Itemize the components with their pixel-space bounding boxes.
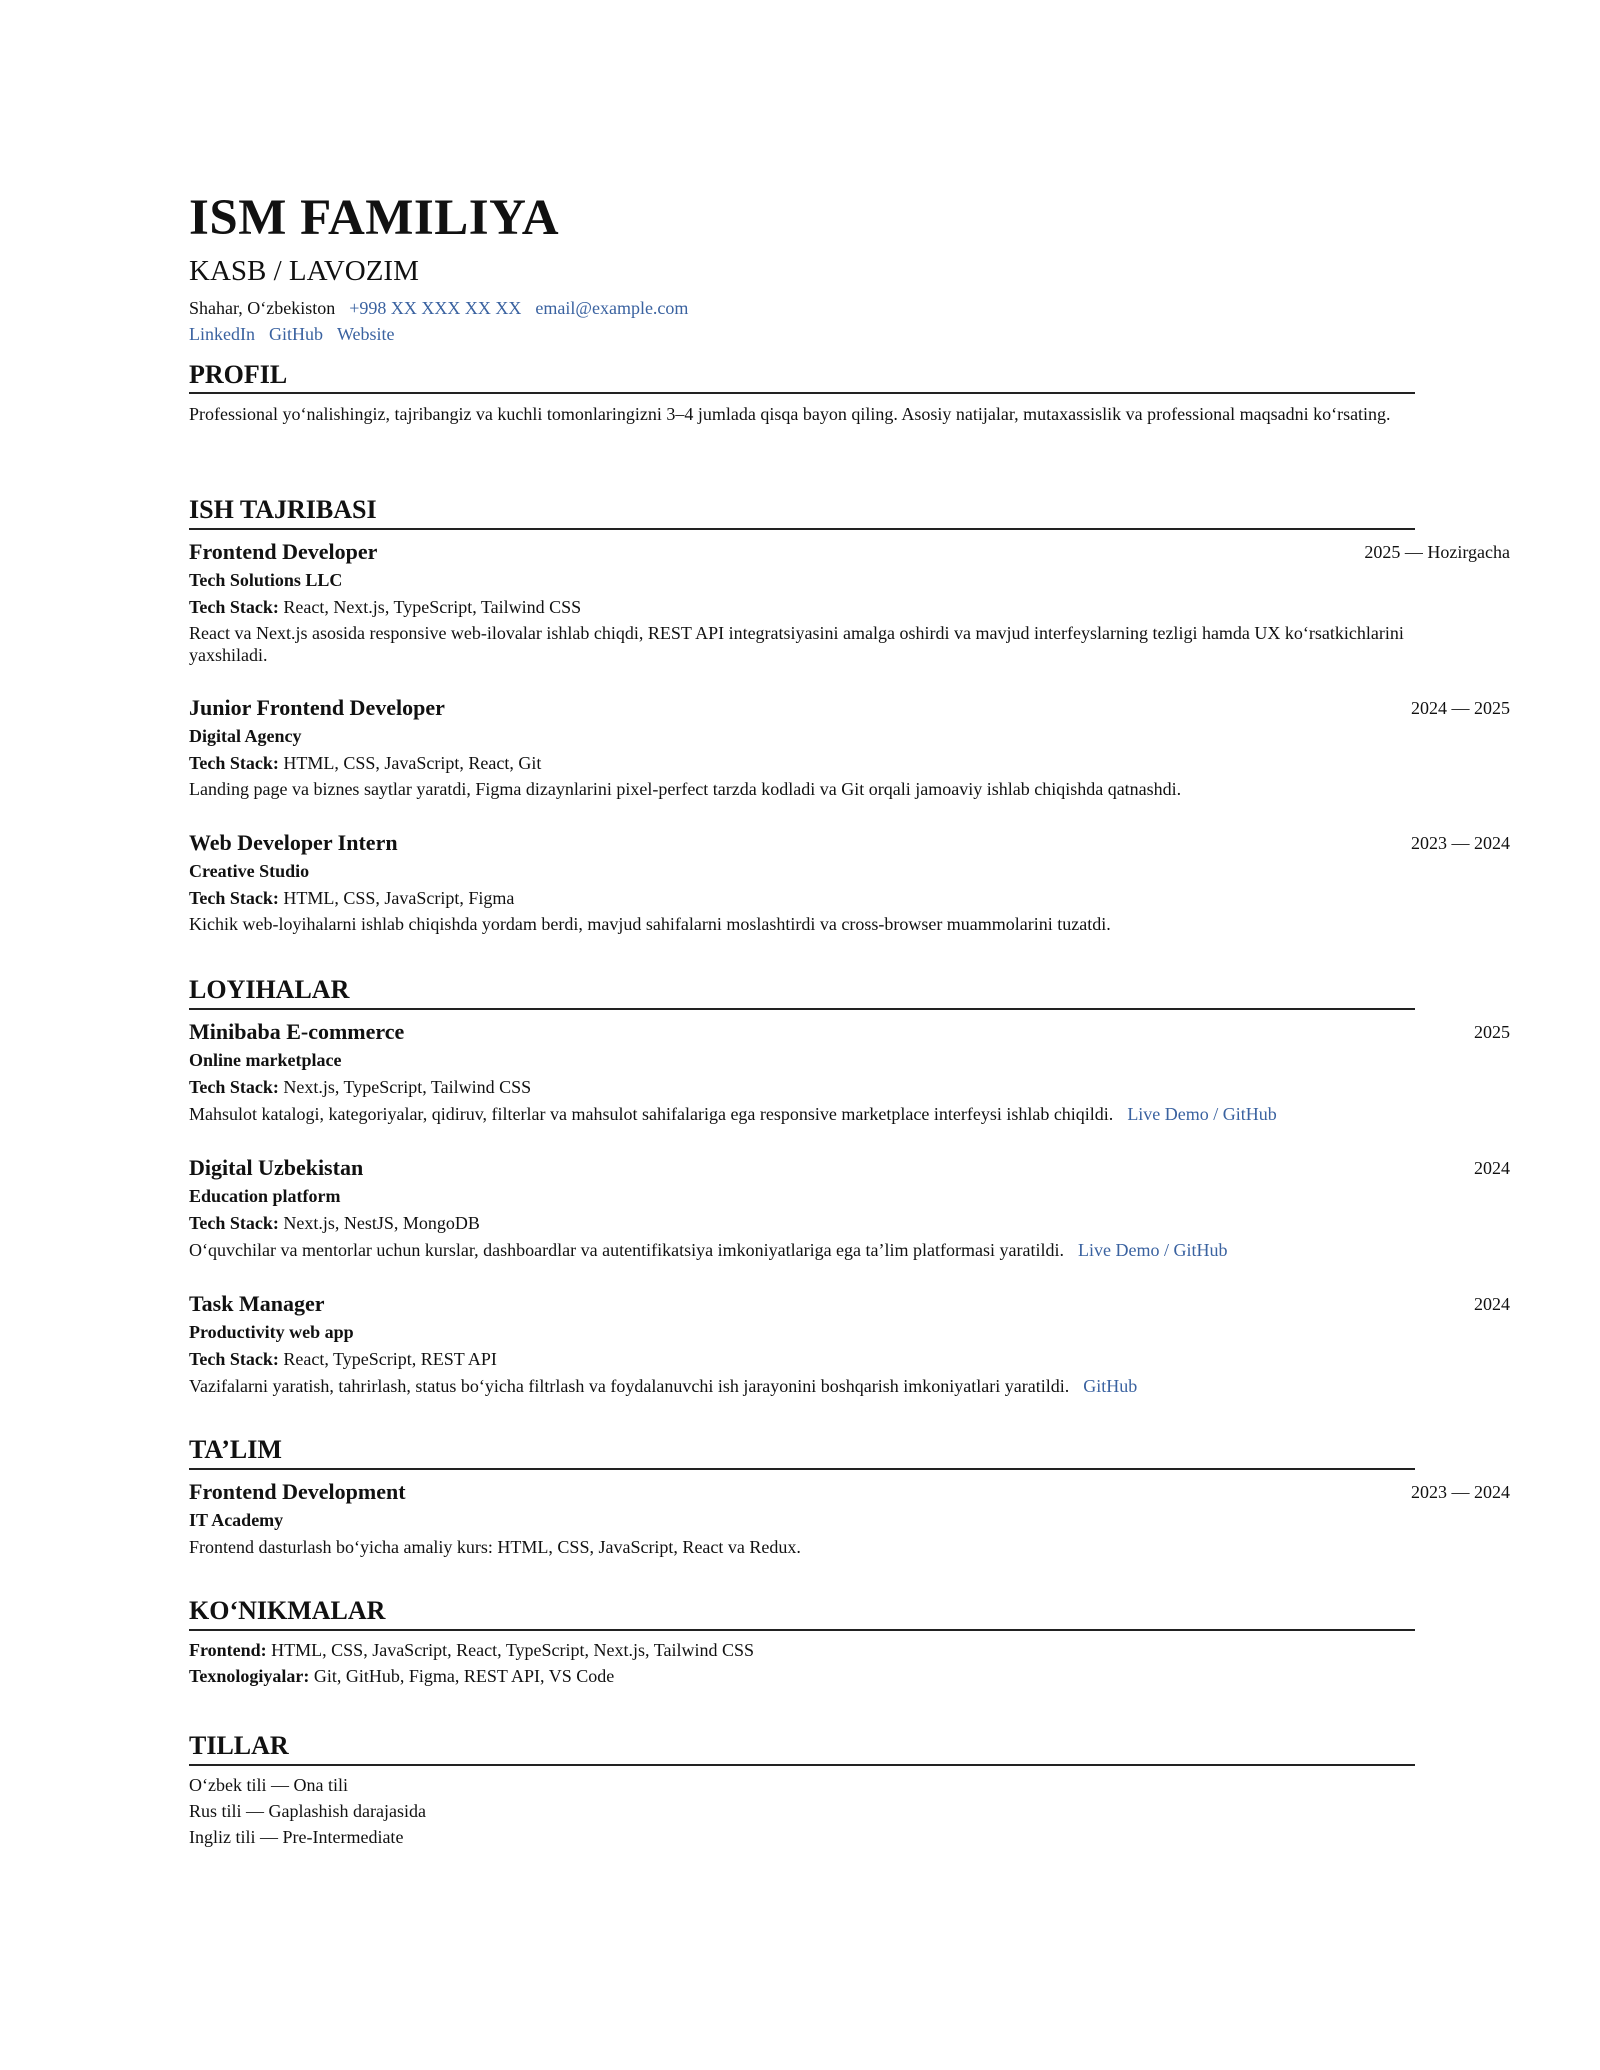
language-item: Ingliz tili — Pre-Intermediate — [189, 1827, 404, 1847]
project-description: O‘quvchilar va mentorlar uchun kurslar, dashboardlar va autentifikatsiya imkoniyatlariga ega ta’lim platformasi yaratildi. — [189, 1240, 1064, 1260]
tech-stack-line — [189, 595, 581, 619]
website-link[interactable]: Website — [336, 324, 395, 344]
project-date: 2024 — [1474, 1158, 1510, 1178]
skills-value: HTML, CSS, JavaScript, React, TypeScript, Next.js, Tailwind CSS — [271, 1640, 754, 1660]
tech-stack-value: Next.js, NestJS, MongoDB — [283, 1213, 480, 1233]
skills-value: Git, GitHub, Figma, REST API, VS Code — [313, 1666, 615, 1686]
project-description-line — [189, 1238, 1227, 1262]
section-divider — [189, 1468, 1415, 1470]
experience-title: Web Developer Intern — [189, 830, 398, 855]
tech-stack-line — [189, 886, 514, 910]
project-link[interactable]: GitHub — [1083, 1376, 1138, 1396]
project-description-line — [189, 1102, 1277, 1126]
experience-date: 2024 — 2025 — [1411, 698, 1510, 718]
section-divider — [189, 1764, 1415, 1766]
skills-row — [189, 1664, 614, 1688]
education-date: 2023 — 2024 — [1411, 1482, 1510, 1502]
experience-date: 2023 — 2024 — [1411, 833, 1510, 853]
tech-stack-label: Tech Stack: — [189, 1213, 279, 1233]
email-link[interactable]: email@example.com — [535, 298, 689, 318]
project-link[interactable]: Live Demo / GitHub — [1127, 1104, 1277, 1124]
experience-description: Kichik web-loyihalarni ishlab chiqishda yordam berdi, mavjud sahifalarni moslashtirdi va cross-browser muammolarini tuzatdi. — [189, 914, 1111, 934]
experience-title: Frontend Developer — [189, 539, 378, 564]
experience-date: 2025 — Hozirgacha — [1364, 542, 1510, 562]
project-date: 2024 — [1474, 1294, 1510, 1314]
section-heading-profile: PROFIL — [189, 360, 288, 389]
tech-stack-value: React, Next.js, TypeScript, Tailwind CSS — [283, 597, 582, 617]
education-description: Frontend dasturlash bo‘yicha amaliy kurs: HTML, CSS, JavaScript, React va Redux. — [189, 1537, 801, 1557]
project-title: Minibaba E-commerce — [189, 1019, 405, 1044]
tech-stack-label: Tech Stack: — [189, 1077, 279, 1097]
contact-line — [189, 296, 688, 320]
experience-company: Tech Solutions LLC — [189, 570, 343, 590]
project-link[interactable]: Live Demo / GitHub — [1077, 1240, 1228, 1260]
section-heading-education: TA’LIM — [189, 1435, 282, 1464]
phone-link[interactable]: +998 XX XXX XX XX — [349, 298, 522, 318]
tech-stack-value: HTML, CSS, JavaScript, Figma — [283, 888, 515, 908]
education-title: Frontend Development — [189, 1479, 406, 1504]
tech-stack-value: HTML, CSS, JavaScript, React, Git — [283, 753, 542, 773]
tech-stack-label: Tech Stack: — [189, 753, 279, 773]
skills-label: Texnologiyalar: — [189, 1666, 310, 1686]
experience-company: Digital Agency — [189, 726, 302, 746]
education-school: IT Academy — [189, 1510, 284, 1530]
project-subtitle: Online marketplace — [189, 1050, 342, 1070]
language-item: Rus tili — Gaplashish darajasida — [189, 1801, 426, 1821]
profile-summary: Professional yo‘nalishingiz, tajribangiz va kuchli tomonlaringizni 3–4 jumlada qisqa bayon qiling. Asosiy natijalar, mutaxassislik va professional maqsadni ko‘rsating. — [189, 404, 1391, 424]
section-divider — [189, 528, 1415, 530]
section-divider — [189, 392, 1415, 394]
github-link[interactable]: GitHub — [268, 324, 323, 344]
project-subtitle: Productivity web app — [189, 1322, 354, 1342]
tech-stack-value: React, TypeScript, REST API — [283, 1349, 497, 1369]
experience-description: React va Next.js asosida responsive web-ilovalar ishlab chiqdi, REST API integratsiyasini amalga oshirdi va mavjud interfeyslarning tezligi hamda UX ko‘rsatkichlarini yaxshiladi. — [189, 623, 1404, 665]
tech-stack-line — [189, 1211, 480, 1235]
experience-title: Junior Frontend Developer — [189, 695, 445, 720]
job-title: KASB / LAVOZIM — [189, 255, 419, 287]
section-heading-experience: ISH TAJRIBASI — [189, 495, 377, 524]
tech-stack-line — [189, 1347, 497, 1371]
language-item: O‘zbek tili — Ona tili — [189, 1775, 348, 1795]
location-text: Shahar, O‘zbekiston — [189, 298, 336, 318]
project-description-line — [189, 1374, 1137, 1398]
skills-row — [189, 1638, 754, 1662]
experience-description: Landing page va biznes saytlar yaratdi, Figma dizaynlarini pixel-perfect tarzda kodladi va Git orqali jamoaviy ishlab chiqishda qatnashdi. — [189, 779, 1182, 799]
project-subtitle: Education platform — [189, 1186, 341, 1206]
section-heading-skills: KO‘NIKMALAR — [189, 1596, 386, 1625]
tech-stack-value: Next.js, TypeScript, Tailwind CSS — [283, 1077, 532, 1097]
section-divider — [189, 1629, 1415, 1631]
section-divider — [189, 1008, 1415, 1010]
project-description: Mahsulot katalogi, kategoriyalar, qidiruv, filterlar va mahsulot sahifalariga ega responsive marketplace interfeysi ishlab chiqildi. — [189, 1104, 1114, 1124]
section-heading-projects: LOYIHALAR — [189, 975, 350, 1004]
project-description: Vazifalarni yaratish, tahrirlash, status bo‘yicha filtrlash va foydalanuvchi ish jarayonini boshqarish imkoniyatlari yaratildi. — [189, 1376, 1070, 1396]
tech-stack-line — [189, 1075, 531, 1099]
tech-stack-line — [189, 751, 541, 775]
linkedin-link[interactable]: LinkedIn — [189, 324, 255, 344]
tech-stack-label: Tech Stack: — [189, 888, 279, 908]
section-heading-languages: TILLAR — [189, 1731, 289, 1760]
experience-company: Creative Studio — [189, 861, 310, 881]
skills-label: Frontend: — [189, 1640, 267, 1660]
social-links — [189, 322, 395, 346]
project-title: Digital Uzbekistan — [189, 1155, 364, 1180]
full-name: ISM FAMILIYA — [189, 190, 560, 246]
tech-stack-label: Tech Stack: — [189, 597, 279, 617]
tech-stack-label: Tech Stack: — [189, 1349, 279, 1369]
project-date: 2025 — [1474, 1022, 1510, 1042]
project-title: Task Manager — [189, 1291, 325, 1316]
